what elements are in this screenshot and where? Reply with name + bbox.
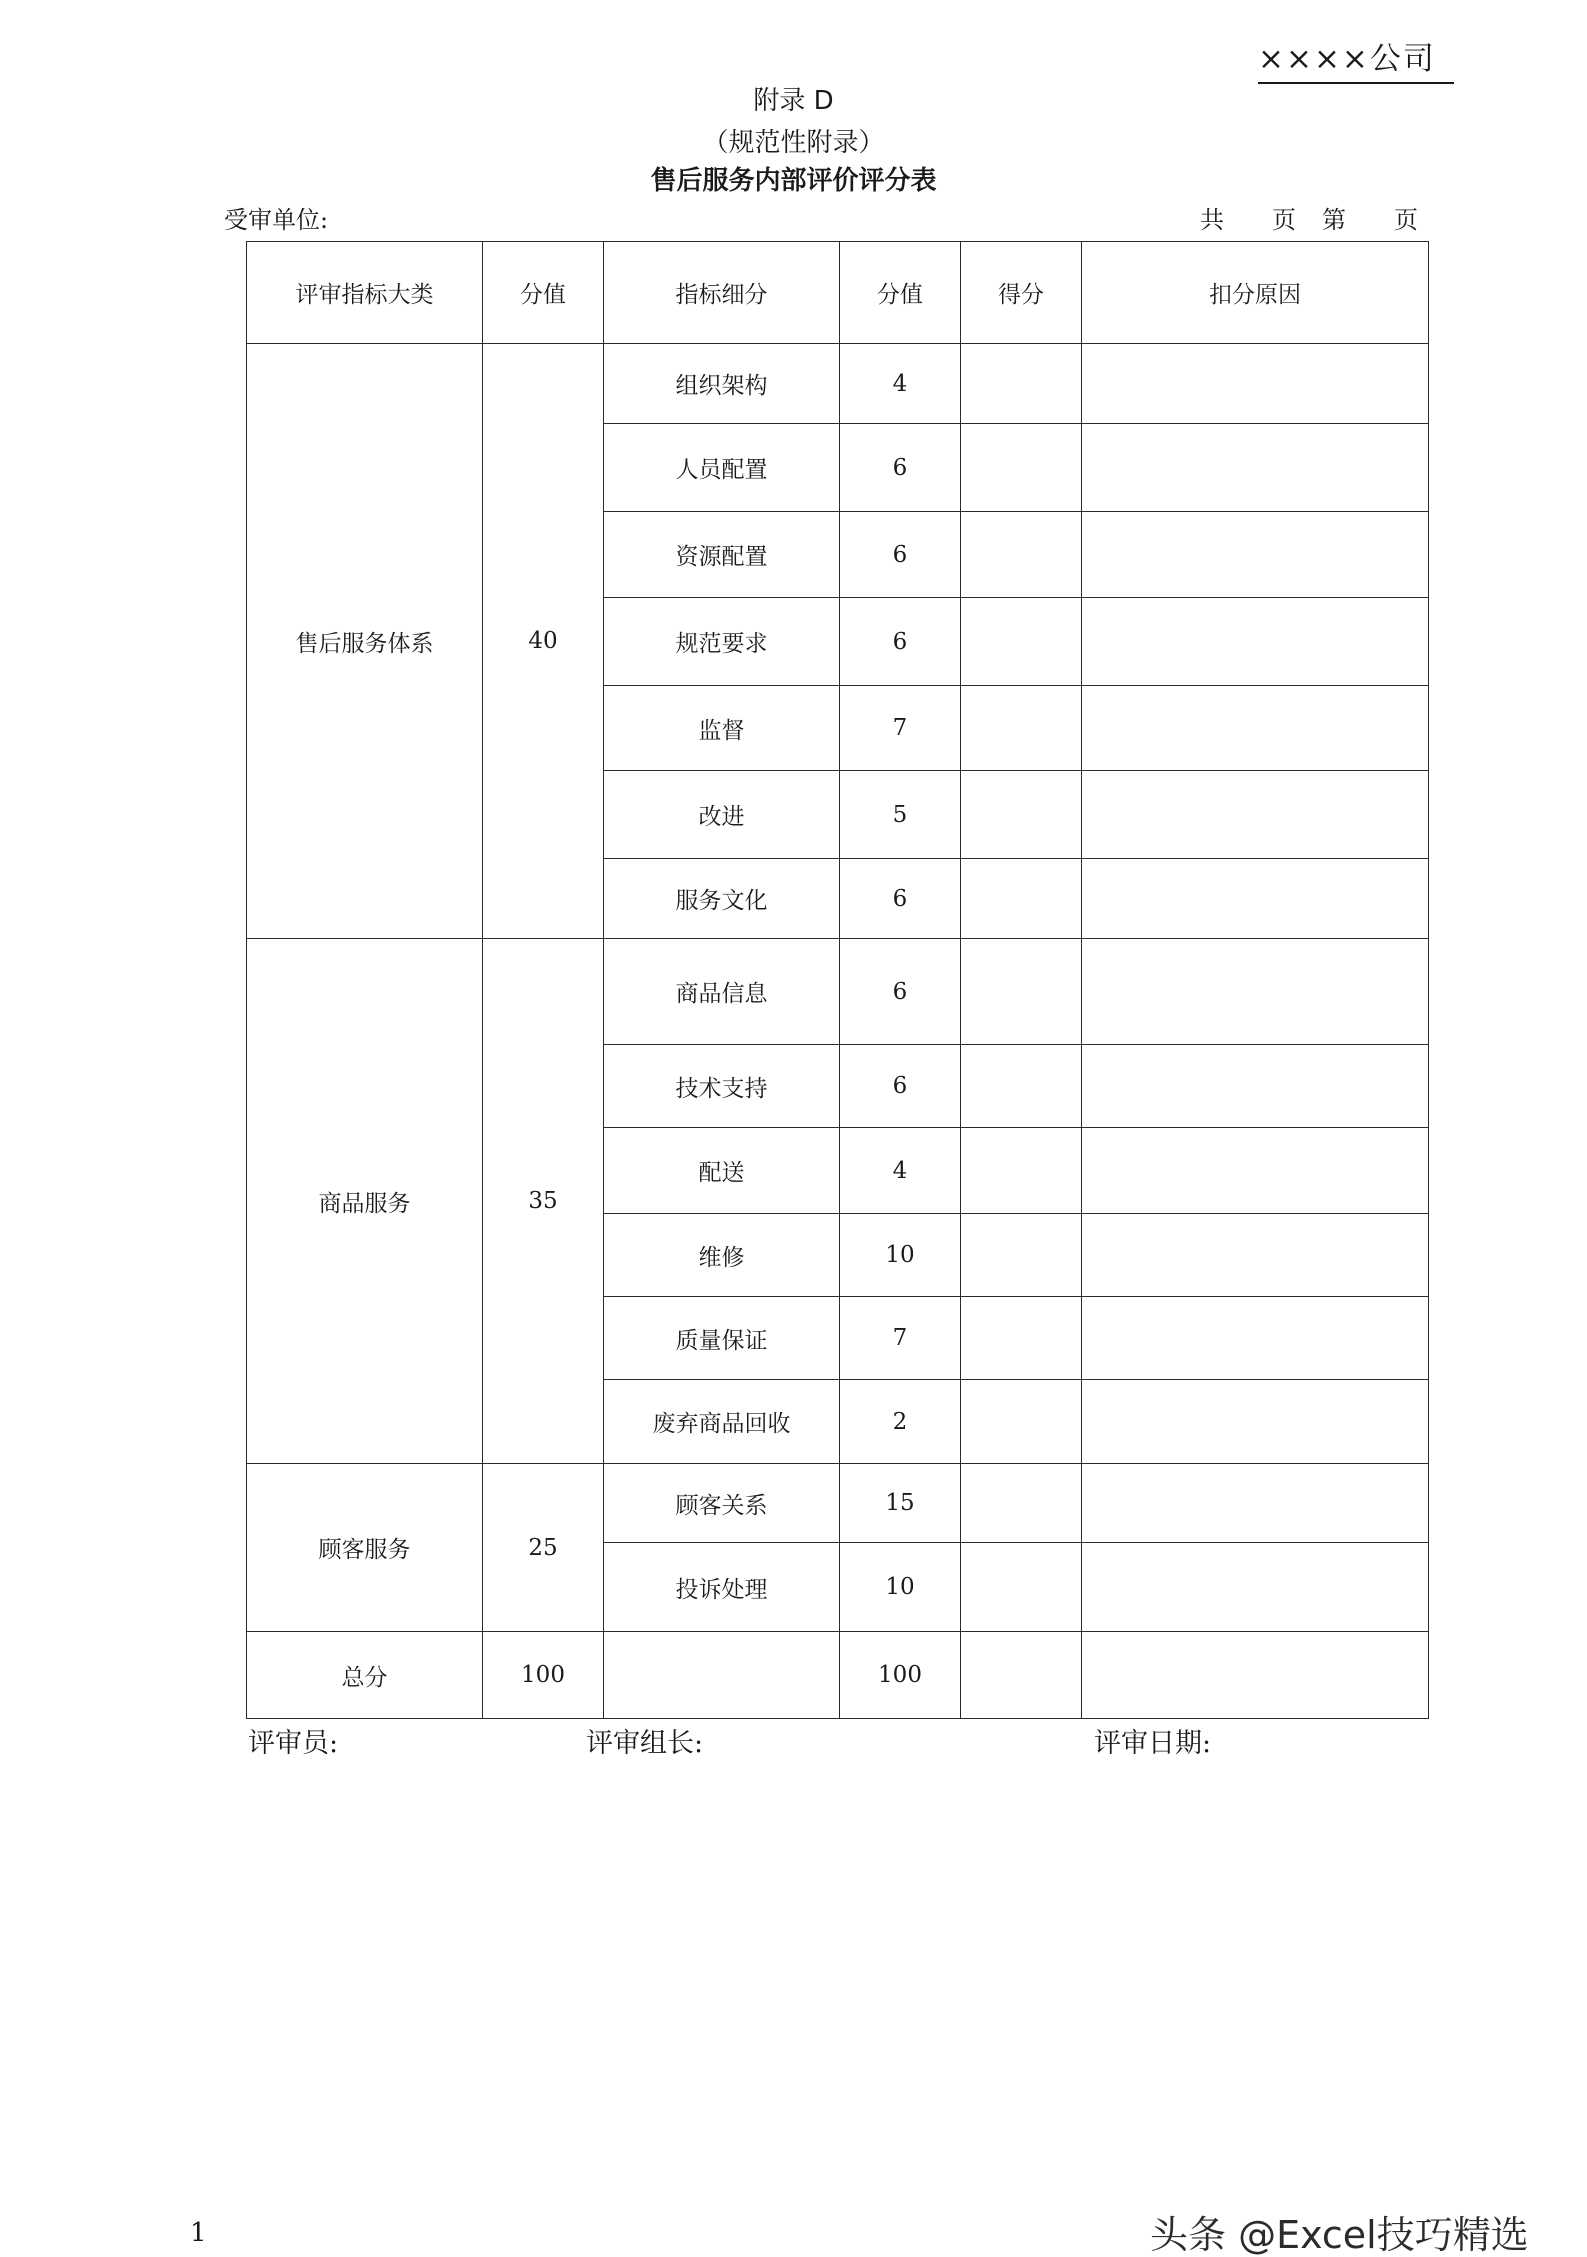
deduction-reason-cell[interactable] <box>1082 771 1429 859</box>
item-name-cell: 顾客关系 <box>604 1464 840 1543</box>
earned-score-cell[interactable] <box>961 1297 1082 1380</box>
deduction-reason-cell[interactable] <box>1082 1045 1429 1128</box>
reviewer-label: 评审员: <box>248 1728 339 1759</box>
appendix-note: （规范性附录） <box>702 128 885 158</box>
item-name-cell: 商品信息 <box>604 939 840 1045</box>
earned-score-cell[interactable] <box>961 859 1082 939</box>
item-name-cell: 废弃商品回收 <box>604 1380 840 1464</box>
table-row <box>247 939 1429 1045</box>
earned-score-cell[interactable] <box>961 598 1082 686</box>
earned-score-cell[interactable] <box>961 771 1082 859</box>
item-score-cell: 6 <box>840 859 961 939</box>
deduction-reason-cell[interactable] <box>1082 1543 1429 1632</box>
earned-score-cell[interactable] <box>961 1464 1082 1543</box>
deduction-reason-cell[interactable] <box>1082 344 1429 424</box>
page-total-label: 共 <box>1200 206 1224 234</box>
deduction-reason-cell[interactable] <box>1082 1128 1429 1214</box>
item-score-cell: 6 <box>840 512 961 598</box>
page-current-label: 第 <box>1322 206 1346 234</box>
item-score-cell: 4 <box>840 1128 961 1214</box>
appendix-label: 附录 D <box>753 86 834 116</box>
category-score-cell: 40 <box>483 344 604 939</box>
item-score-cell: 6 <box>840 424 961 512</box>
deduction-reason-cell[interactable] <box>1082 686 1429 771</box>
earned-score-cell[interactable] <box>961 344 1082 424</box>
item-name-cell: 投诉处理 <box>604 1543 840 1632</box>
page-current-unit: 页 <box>1394 206 1418 234</box>
review-date-label: 评审日期: <box>1094 1728 1212 1759</box>
category-cell: 商品服务 <box>247 939 483 1464</box>
category-cell: 顾客服务 <box>247 1464 483 1632</box>
earned-score-cell[interactable] <box>961 1214 1082 1297</box>
earned-score-cell[interactable] <box>961 1380 1082 1464</box>
earned-score-cell[interactable] <box>961 424 1082 512</box>
score-table <box>246 241 1429 1719</box>
item-name-cell: 配送 <box>604 1128 840 1214</box>
deduction-reason-cell[interactable] <box>1082 1380 1429 1464</box>
total-deduction-reason-cell[interactable] <box>1082 1632 1429 1719</box>
item-score-cell: 10 <box>840 1543 961 1632</box>
total-row <box>247 1632 1429 1719</box>
header-item-score: 分值 <box>840 242 961 344</box>
total-category-score-cell: 100 <box>483 1632 604 1719</box>
table-row <box>247 1464 1429 1543</box>
item-score-cell: 2 <box>840 1380 961 1464</box>
item-score-cell: 7 <box>840 686 961 771</box>
item-score-cell: 4 <box>840 344 961 424</box>
earned-score-cell[interactable] <box>961 1543 1082 1632</box>
item-score-cell: 6 <box>840 939 961 1045</box>
total-item-score-cell: 100 <box>840 1632 961 1719</box>
item-name-cell: 资源配置 <box>604 512 840 598</box>
header-category: 评审指标大类 <box>247 242 483 344</box>
item-name-cell: 监督 <box>604 686 840 771</box>
item-score-cell: 15 <box>840 1464 961 1543</box>
deduction-reason-cell[interactable] <box>1082 1464 1429 1543</box>
item-name-cell: 技术支持 <box>604 1045 840 1128</box>
team-leader-label: 评审组长: <box>586 1728 704 1759</box>
header-deduction-reason: 扣分原因 <box>1082 242 1429 344</box>
earned-score-cell[interactable] <box>961 1128 1082 1214</box>
item-name-cell: 人员配置 <box>604 424 840 512</box>
page-info <box>1200 204 1418 236</box>
item-score-cell: 6 <box>840 1045 961 1128</box>
table-row <box>247 344 1429 424</box>
deduction-reason-cell[interactable] <box>1082 598 1429 686</box>
earned-score-cell[interactable] <box>961 939 1082 1045</box>
header-row <box>247 242 1429 344</box>
deduction-reason-cell[interactable] <box>1082 512 1429 598</box>
deduction-reason-cell[interactable] <box>1082 859 1429 939</box>
deduction-reason-cell[interactable] <box>1082 939 1429 1045</box>
deduction-reason-cell[interactable] <box>1082 1214 1429 1297</box>
company-name: ××××公司 <box>1258 38 1454 84</box>
category-cell: 售后服务体系 <box>247 344 483 939</box>
total-item-name-cell <box>604 1632 840 1719</box>
earned-score-cell[interactable] <box>961 686 1082 771</box>
item-score-cell: 10 <box>840 1214 961 1297</box>
earned-score-cell[interactable] <box>961 1045 1082 1128</box>
item-name-cell: 规范要求 <box>604 598 840 686</box>
total-earned-score-cell[interactable] <box>961 1632 1082 1719</box>
item-score-cell: 6 <box>840 598 961 686</box>
page-number: 1 <box>190 2218 207 2248</box>
item-name-cell: 服务文化 <box>604 859 840 939</box>
item-name-cell: 改进 <box>604 771 840 859</box>
deduction-reason-cell[interactable] <box>1082 1297 1429 1380</box>
header-category-score: 分值 <box>483 242 604 344</box>
form-title: 售后服务内部评价评分表 <box>650 166 937 196</box>
item-name-cell: 质量保证 <box>604 1297 840 1380</box>
category-score-cell: 35 <box>483 939 604 1464</box>
watermark: 头条 @Excel技巧精选 <box>1150 2213 1529 2257</box>
header-earned: 得分 <box>961 242 1082 344</box>
page-total-unit: 页 <box>1272 206 1296 234</box>
header-item: 指标细分 <box>604 242 840 344</box>
earned-score-cell[interactable] <box>961 512 1082 598</box>
item-score-cell: 7 <box>840 1297 961 1380</box>
item-name-cell: 组织架构 <box>604 344 840 424</box>
total-label-cell: 总分 <box>247 1632 483 1719</box>
item-score-cell: 5 <box>840 771 961 859</box>
audited-unit-label: 受审单位: <box>224 206 329 234</box>
category-score-cell: 25 <box>483 1464 604 1632</box>
deduction-reason-cell[interactable] <box>1082 424 1429 512</box>
item-name-cell: 维修 <box>604 1214 840 1297</box>
